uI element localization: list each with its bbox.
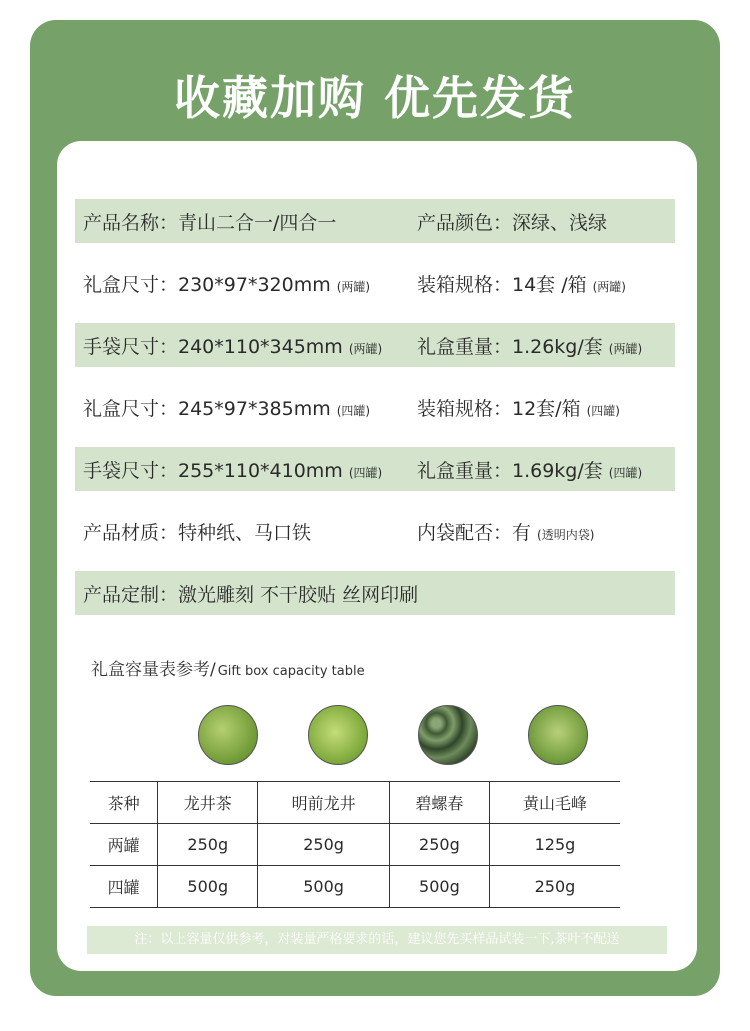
spec-row [75,323,675,367]
spec-left: 礼盒尺寸：230*97*320mm (两罐) [83,273,371,296]
table-header-cell: 碧螺春 [389,782,489,824]
spec-right: 装箱规格：12套/箱 (四罐) [417,397,620,420]
table-header-cell: 茶种 [90,782,158,824]
table-header-cell: 明前龙井 [258,782,390,824]
disclaimer-note: 注：以上容量仅供参考，对装量严格要求的话，建议您先买样品试装一下,茶叶不配送 [87,926,667,954]
spec-right: 礼盒重量：1.26kg/套 (两罐) [417,335,643,358]
capacity-table [90,781,620,908]
spec-row [75,509,675,553]
spec-row [75,447,675,491]
spec-right: 装箱规格：14套 /箱 (两罐) [417,273,626,296]
table-header-cell: 龙井茶 [158,782,258,824]
huangshan-maofeng-tea-image [528,705,588,765]
table-cell: 250g [489,866,620,908]
table-cell: 500g [258,866,390,908]
spec-left: 产品定制：激光雕刻 不干胶贴 丝网印刷 [83,583,419,606]
table-cell: 250g [389,824,489,866]
table-cell: 四罐 [90,866,158,908]
headline: 收藏加购 优先发货 [173,71,576,125]
table-row [90,866,620,908]
table-header-row [90,782,620,824]
spec-right: 礼盒重量：1.69kg/套 (四罐) [417,459,643,482]
spec-left: 产品名称：青山二合一/四合一 [83,211,337,234]
spec-left: 礼盒尺寸：245*97*385mm (四罐) [83,397,371,420]
table-cell: 500g [389,866,489,908]
table-cell: 125g [489,824,620,866]
table-cell: 两罐 [90,824,158,866]
spec-left: 产品材质：特种纸、马口铁 [83,521,312,544]
spec-row [75,385,675,429]
table-cell: 250g [158,824,258,866]
table-header-cell: 黄山毛峰 [489,782,620,824]
spec-row [75,261,675,305]
longjing-tea-image [198,705,258,765]
biluochun-tea-image [418,705,478,765]
mingqian-longjing-tea-image [308,705,368,765]
capacity-title: 礼盒容量表参考/ Gift box capacity table [91,660,365,680]
spec-right: 内袋配否：有 (透明内袋) [417,521,595,544]
table-cell: 250g [258,824,390,866]
spec-row [75,199,675,243]
spec-left: 手袋尺寸：255*110*410mm (四罐) [83,459,383,482]
green-frame [30,20,720,996]
spec-card [57,141,697,971]
spec-left: 手袋尺寸：240*110*345mm (两罐) [83,335,383,358]
table-row [90,824,620,866]
spec-right: 产品颜色：深绿、浅绿 [417,211,608,234]
table-cell: 500g [158,866,258,908]
spec-row [75,571,675,615]
